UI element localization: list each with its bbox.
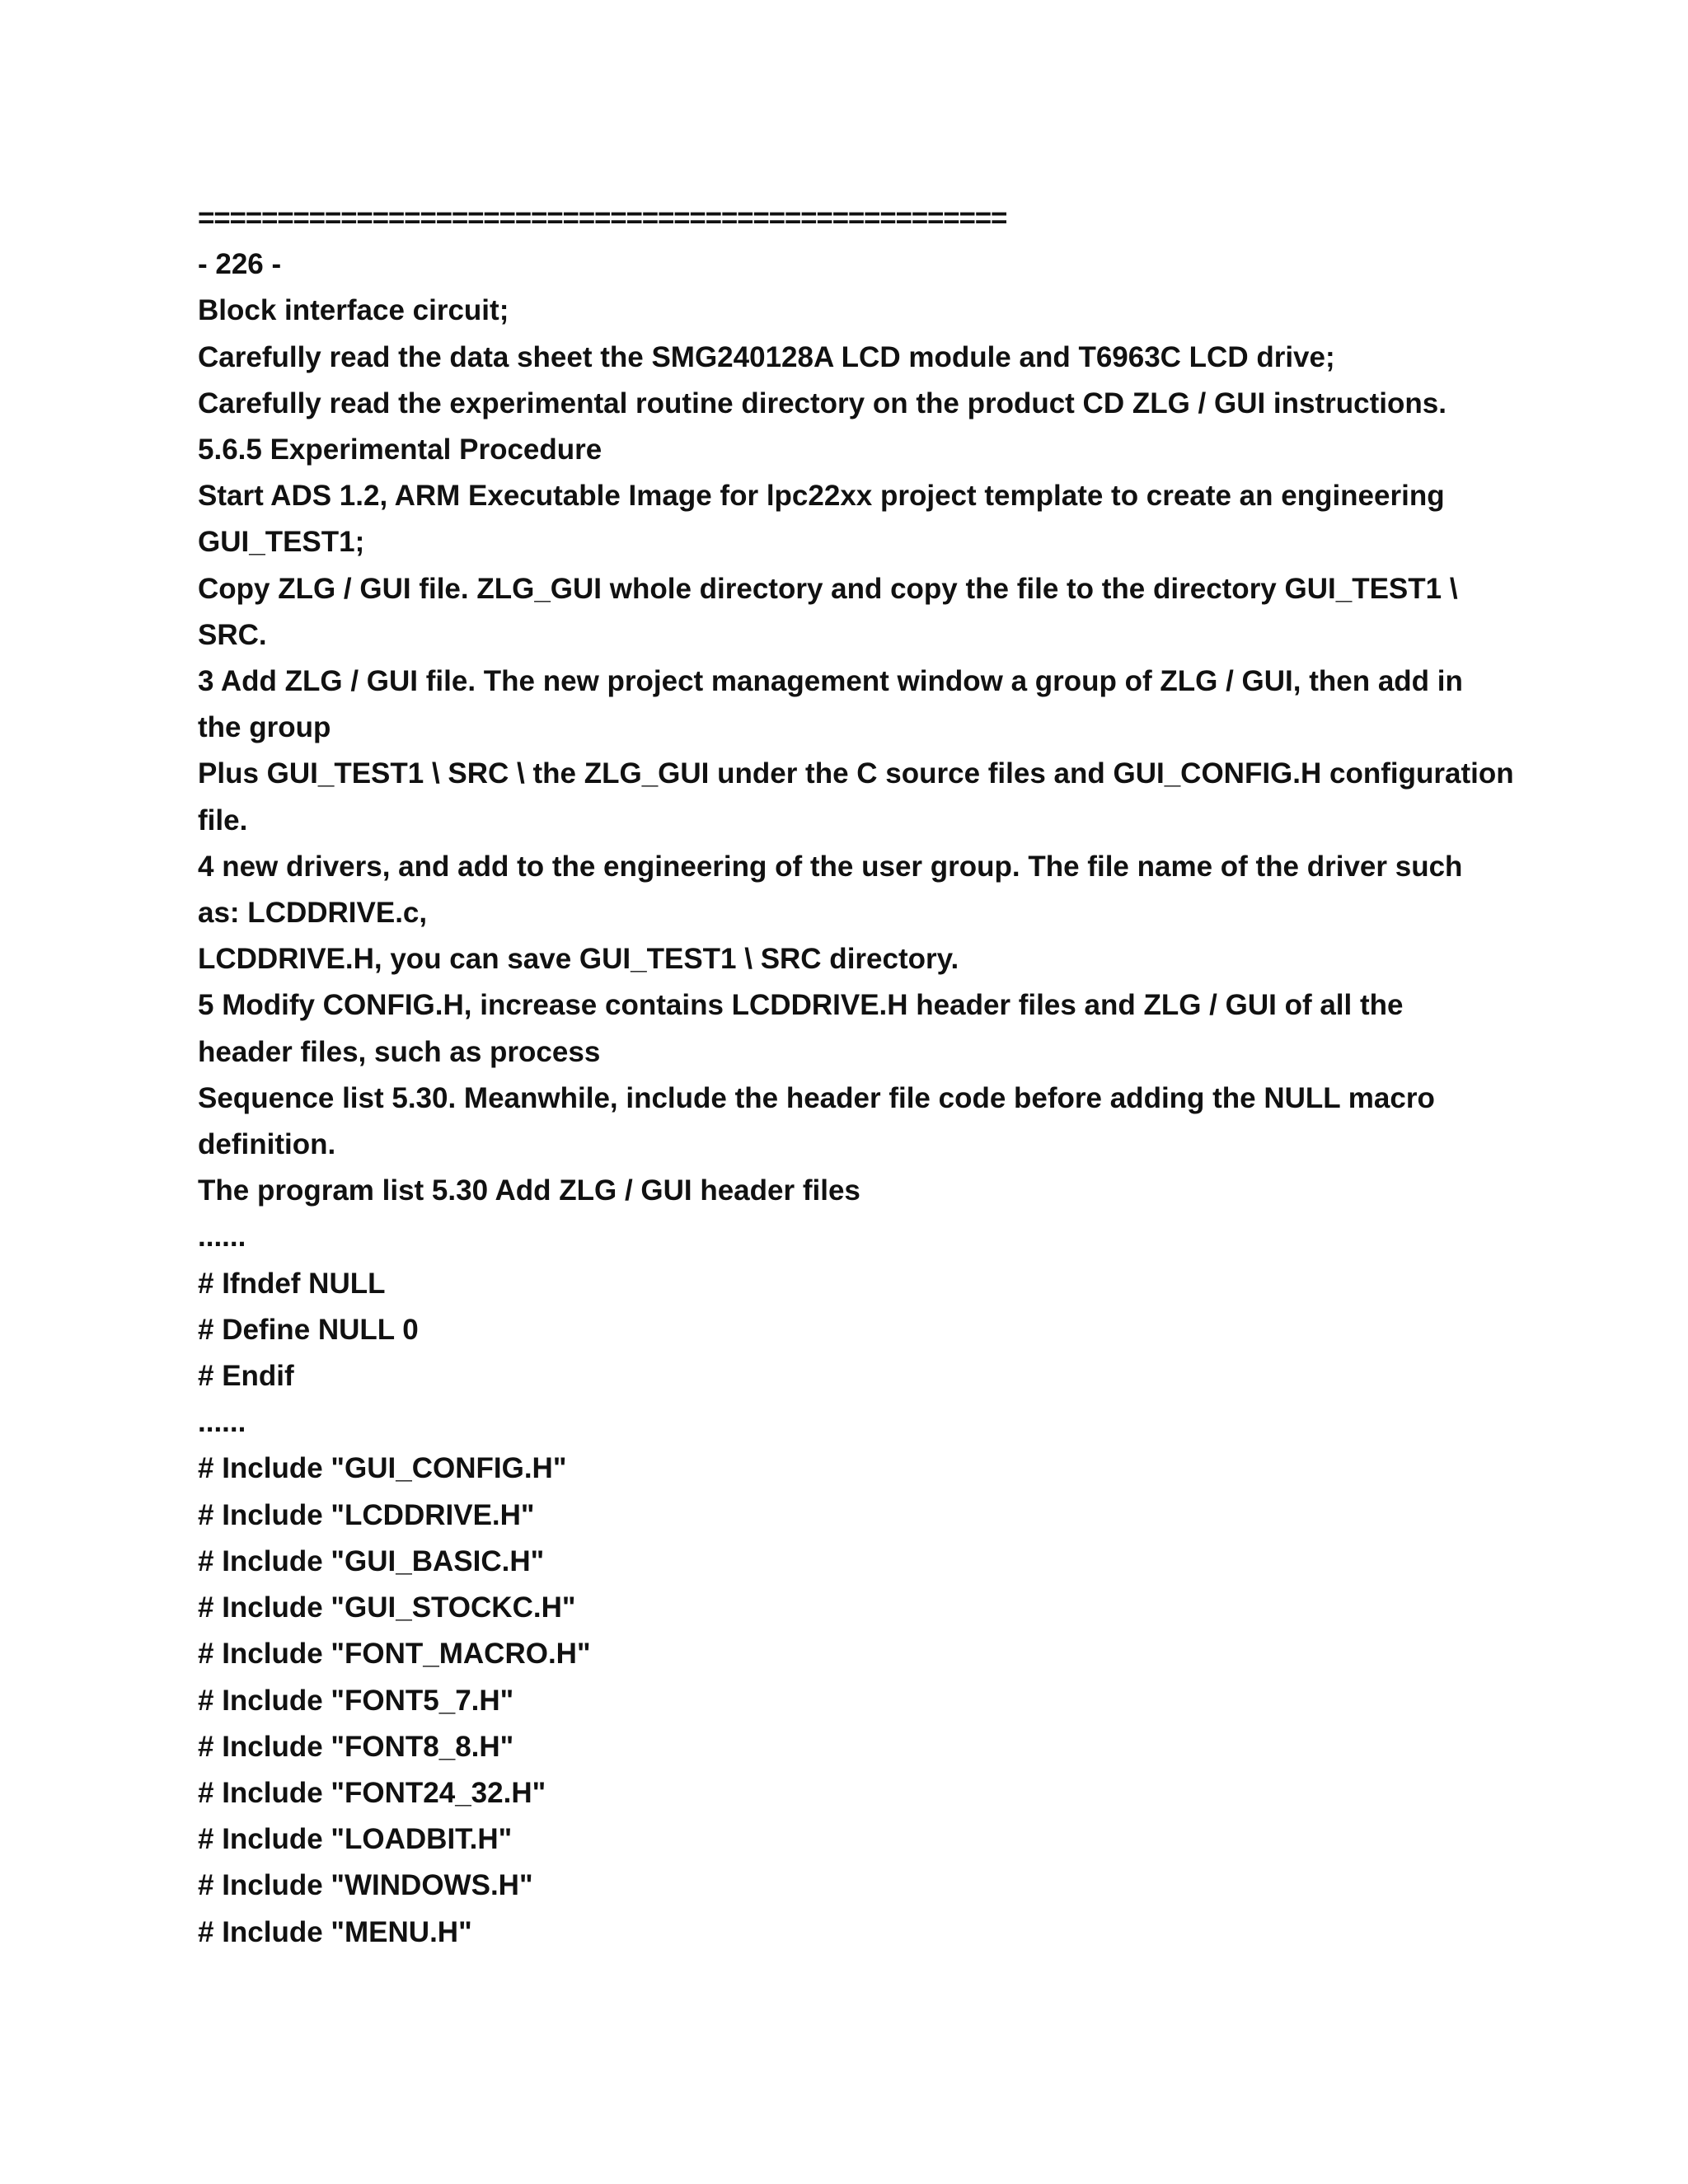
text-line: as: LCDDRIVE.c, xyxy=(198,897,428,930)
code-line: # Include "FONT24_32.H" xyxy=(198,1776,546,1809)
code-line: # Include "FONT8_8.H" xyxy=(198,1730,514,1763)
text-line: Sequence list 5.30. Meanwhile, include the header file code before adding the NULL macro xyxy=(198,1081,1435,1114)
code-line: ...... xyxy=(198,1221,246,1254)
code-line: # Include "LOADBIT.H" xyxy=(198,1823,513,1856)
text-line: Block interface circuit; xyxy=(198,294,509,327)
code-line: # Include "GUI_BASIC.H" xyxy=(198,1544,545,1577)
code-line: # Include "MENU.H" xyxy=(198,1915,472,1948)
document-body xyxy=(198,195,1550,1956)
code-line: # Define NULL 0 xyxy=(198,1313,419,1346)
code-line: # Ifndef NULL xyxy=(198,1267,386,1300)
text-line: Copy ZLG / GUI file. ZLG_GUI whole directory and copy the file to the directory GUI_TEST1 \ xyxy=(198,572,1458,605)
listing-caption: The program list 5.30 Add ZLG / GUI header files xyxy=(198,1174,860,1207)
code-line: # Include "FONT_MACRO.H" xyxy=(198,1638,591,1671)
text-line: 3 Add ZLG / GUI file. The new project management window a group of ZLG / GUI, then add in xyxy=(198,665,1463,698)
section-heading: 5.6.5 Experimental Procedure xyxy=(198,434,603,466)
code-line: # Include "WINDOWS.H" xyxy=(198,1869,533,1902)
text-line: Plus GUI_TEST1 \ SRC \ the ZLG_GUI under the C source files and GUI_CONFIG.H configuration xyxy=(198,757,1514,790)
text-line: the group xyxy=(198,711,331,744)
text-line: GUI_TEST1; xyxy=(198,526,365,559)
code-line: # Include "FONT5_7.H" xyxy=(198,1684,514,1717)
separator-rule: =================================================== xyxy=(198,202,1007,234)
text-line: definition. xyxy=(198,1128,336,1161)
text-line: SRC. xyxy=(198,618,267,651)
text-line: header files, such as process xyxy=(198,1035,601,1068)
text-line: Carefully read the data sheet the SMG240128A LCD module and T6963C LCD drive; xyxy=(198,340,1335,373)
code-line: # Include "GUI_STOCKC.H" xyxy=(198,1591,576,1624)
text-line: 5 Modify CONFIG.H, increase contains LCDDRIVE.H header files and ZLG / GUI of all the xyxy=(198,989,1404,1022)
text-line: Carefully read the experimental routine directory on the product CD ZLG / GUI instructions. xyxy=(198,387,1447,419)
text-line: file. xyxy=(198,804,248,837)
code-line: # Endif xyxy=(198,1360,294,1393)
text-line: LCDDRIVE.H, you can save GUI_TEST1 \ SRC directory. xyxy=(198,943,959,976)
page-number: - 226 - xyxy=(198,248,282,281)
code-line: # Include "GUI_CONFIG.H" xyxy=(198,1452,567,1485)
text-line: Start ADS 1.2, ARM Executable Image for lpc22xx project template to create an engineering xyxy=(198,480,1445,513)
code-line: ...... xyxy=(198,1406,246,1439)
text-line: 4 new drivers, and add to the engineering of the user group. The file name of the driver such xyxy=(198,850,1463,883)
code-line: # Include "LCDDRIVE.H" xyxy=(198,1498,535,1531)
